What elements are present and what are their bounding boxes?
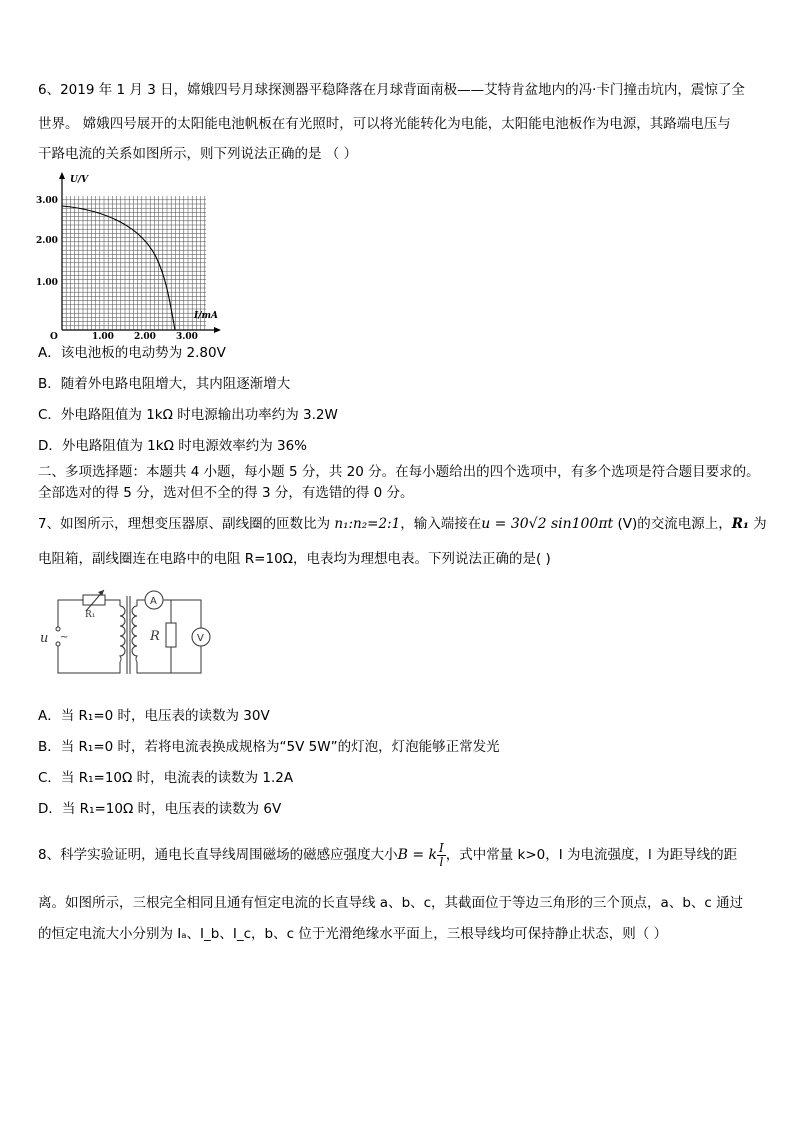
r1-circuit-label: R₁ — [85, 610, 96, 620]
q7-r1-label: R₁ — [731, 516, 749, 532]
ammeter-label: A — [150, 596, 157, 607]
q8-formula-fraction — [437, 842, 446, 869]
y-tick-1: 1.00 — [36, 278, 58, 288]
y-tick-3: 3.00 — [36, 196, 58, 206]
q7-text-line2: 电阻箱，副线圈连在电路中的电阻 R=10Ω，电表均为理想电表。下列说法正确的是( ) — [38, 551, 551, 567]
q7-source-text: (V)的交流电源上， — [613, 516, 732, 532]
transformer-circuit-diagram — [38, 584, 220, 684]
q7-turns-ratio: n₁:n₂=2:1 — [334, 516, 401, 532]
q7-intro: 7、如图所示，理想变压器原、副线圈的匝数比为 — [38, 516, 335, 532]
r1-resistor — [83, 595, 105, 605]
y-axis-label: U/V — [70, 175, 89, 185]
q6-text-line3: 干路电流的关系如图所示，则下列说法正确的是 （ ） — [38, 146, 358, 162]
r-resistor — [166, 623, 176, 647]
q8-formula-lhs: B = k — [397, 847, 437, 863]
q6-option-a: A．该电池板的电动势为 2.80V — [38, 345, 226, 361]
primary-top-wire — [58, 600, 83, 629]
source-u-label: u — [40, 631, 49, 646]
q7-option-c: C．当 R₁=10Ω 时，电流表的读数为 1.2A — [38, 770, 294, 786]
q8-text-line2: 离。如图所示，三根完全相同且通有恒定电流的长直导线 a、b、c，其截面位于等边三角形的三个顶点，a、b、c 通过 — [38, 895, 744, 911]
section2-instructions-line2: 全部选对的得 5 分，选对但不全的得 3 分，有选错的得 0 分。 — [38, 485, 414, 501]
u-i-graph — [36, 172, 221, 340]
voltmeter-label: V — [197, 633, 204, 644]
q8-text-line3: 的恒定电流大小分别为 Iₐ、I_b、I_c，b、c 位于光滑绝缘水平面上，三根导线均可保持静止状态，则（ ） — [38, 926, 668, 942]
primary-coil — [120, 606, 125, 662]
q8-fraction-numerator: I — [439, 840, 444, 855]
x-tick-2: 2.00 — [134, 332, 156, 340]
x-tick-1: 1.00 — [92, 332, 114, 340]
q8-fraction-denominator: l — [439, 854, 444, 869]
x-axis-arrow — [214, 327, 221, 333]
q6-option-c: C．外电路阻值为 1kΩ 时电源输出功率约为 3.2W — [38, 407, 338, 423]
secondary-bottom-wire — [137, 646, 201, 673]
section2-instructions-line1: 二、多项选择题：本题共 4 小题，每小题 5 分，共 20 分。在每小题给出的四个选项中，有多个选项是符合题目要求的。 — [38, 464, 760, 480]
y-axis-arrow — [59, 172, 65, 179]
x-tick-3: 3.00 — [176, 332, 198, 340]
primary-top-wire-right — [105, 600, 120, 606]
secondary-top-wire — [137, 600, 145, 606]
q7-option-d: D．当 R₁=10Ω 时，电压表的读数为 6V — [38, 801, 282, 817]
graph-grid — [62, 196, 206, 330]
q7-is-text: 为 — [748, 516, 767, 532]
q6-option-d: D．外电路阻值为 1kΩ 时电源效率约为 36% — [38, 438, 307, 454]
q8-intro: 8、科学实验证明，通电长直导线周围磁场的磁感应强度大小 — [38, 847, 398, 863]
source-terminal-top — [56, 627, 60, 631]
y-tick-2: 2.00 — [36, 236, 58, 246]
x-axis-label: I/mA — [194, 311, 219, 321]
r-circuit-label: R — [150, 629, 160, 644]
q7-option-a: A．当 R₁=0 时，电压表的读数为 30V — [38, 708, 270, 724]
q6-text-line2: 世界。 嫦娥四号展开的太阳能电池帆板在有光照时，可以将光能转化为电能，太阳能电池板作为电源，其路端电压与 — [38, 116, 731, 132]
secondary-top-wire-right — [163, 600, 201, 628]
q8-intro-rest: ，式中常量 k>0，I 为电流强度，l 为距导线的距 — [445, 847, 738, 863]
q6-option-b: B．随着外电路电阻增大，其内阻逐渐增大 — [38, 376, 291, 392]
q6-text-line1: 6、2019 年 1 月 3 日，嫦娥四号月球探测器平稳降落在月球背面南极——艾特肯盆地内的冯·卡门撞击坑内，震惊了全 — [38, 82, 745, 98]
secondary-coil — [132, 606, 137, 662]
q8-text-line1 — [38, 840, 737, 870]
q7-input-text: ，输入端接在 — [400, 516, 482, 532]
primary-bottom-wire — [58, 644, 120, 673]
origin-label: O — [50, 332, 58, 340]
q7-voltage-formula: u = 30√2 sin100πt — [481, 516, 614, 532]
source-ac-symbol: ~ — [60, 632, 69, 643]
q7-option-b: B．当 R₁=0 时，若将电流表换成规格为“5V 5W”的灯泡，灯泡能够正常发光 — [38, 739, 500, 755]
q7-text-line1 — [38, 514, 767, 534]
